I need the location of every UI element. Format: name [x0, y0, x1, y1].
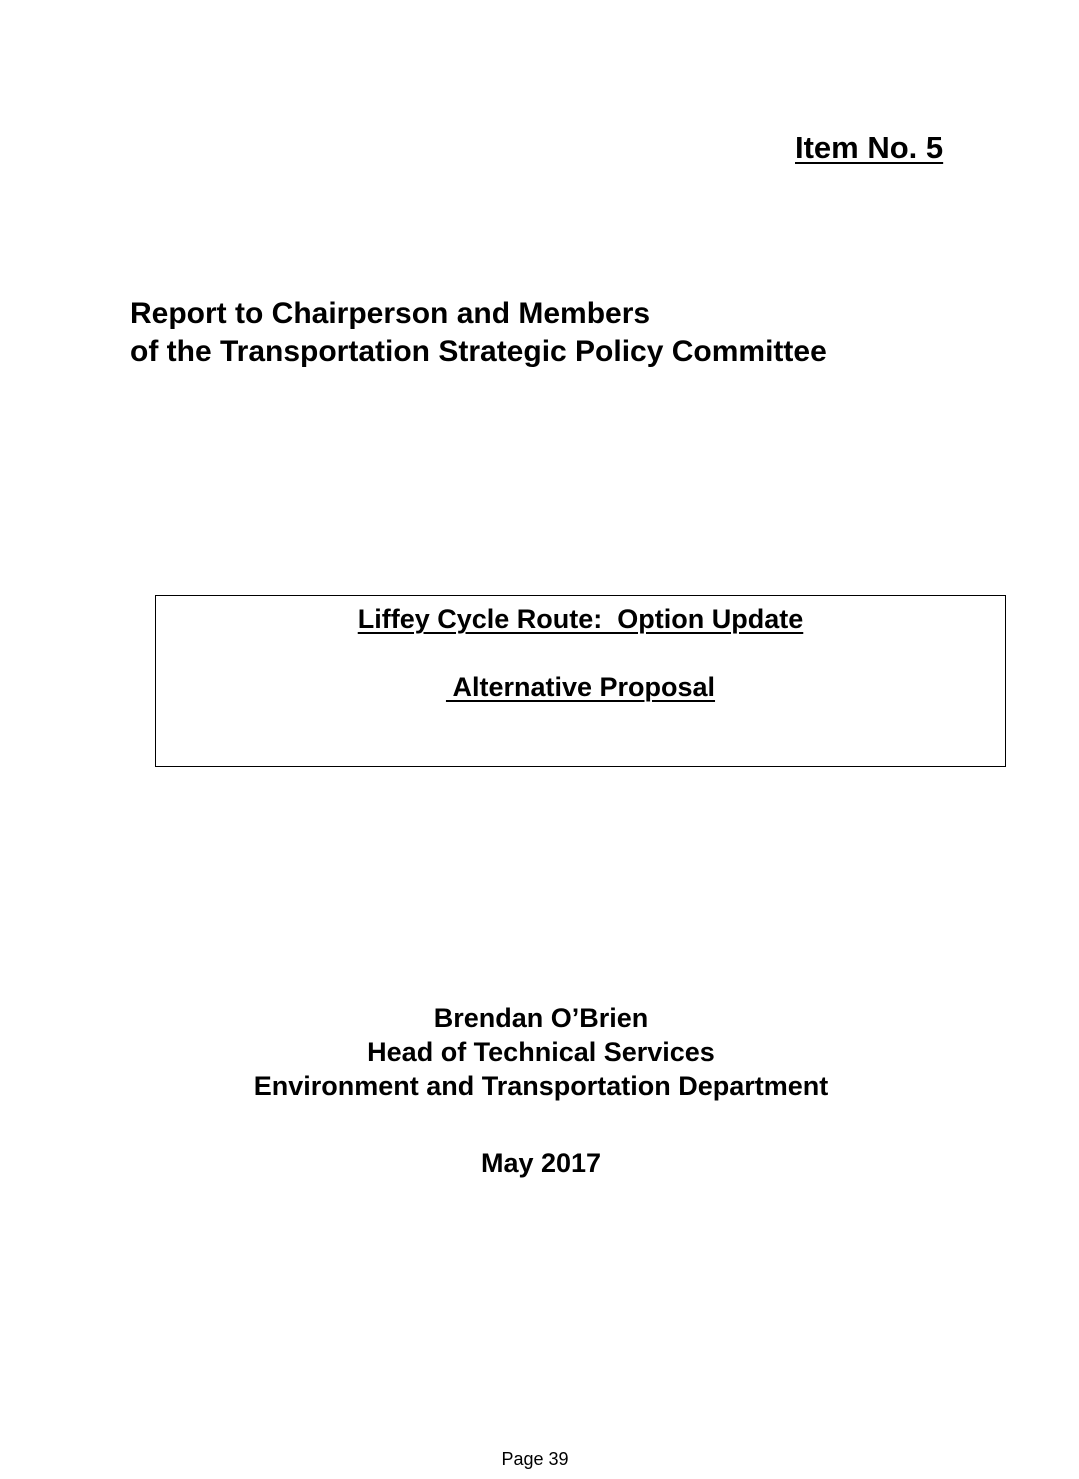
- subject-subtitle: Alternative Proposal: [445, 672, 716, 702]
- author-role: Head of Technical Services: [367, 1037, 715, 1067]
- subject-title: Liffey Cycle Route: Option Update: [357, 604, 804, 634]
- author-name: Brendan O’Brien: [433, 1003, 649, 1033]
- report-heading-line-2: of the Transportation Strategic Policy Committee: [130, 335, 827, 368]
- report-heading: [130, 295, 827, 371]
- subject-title-row: [156, 604, 1005, 635]
- author-department: Environment and Transportation Department: [253, 1071, 829, 1101]
- author-block: [0, 1001, 1079, 1103]
- report-date: May 2017: [480, 1148, 602, 1178]
- subject-box: [155, 595, 1006, 767]
- report-heading-line-1: Report to Chairperson and Members: [130, 297, 651, 330]
- subject-subtitle-row: [156, 672, 1005, 703]
- item-number: Item No. 5: [795, 130, 944, 165]
- page-number: Page 39: [501, 1449, 569, 1469]
